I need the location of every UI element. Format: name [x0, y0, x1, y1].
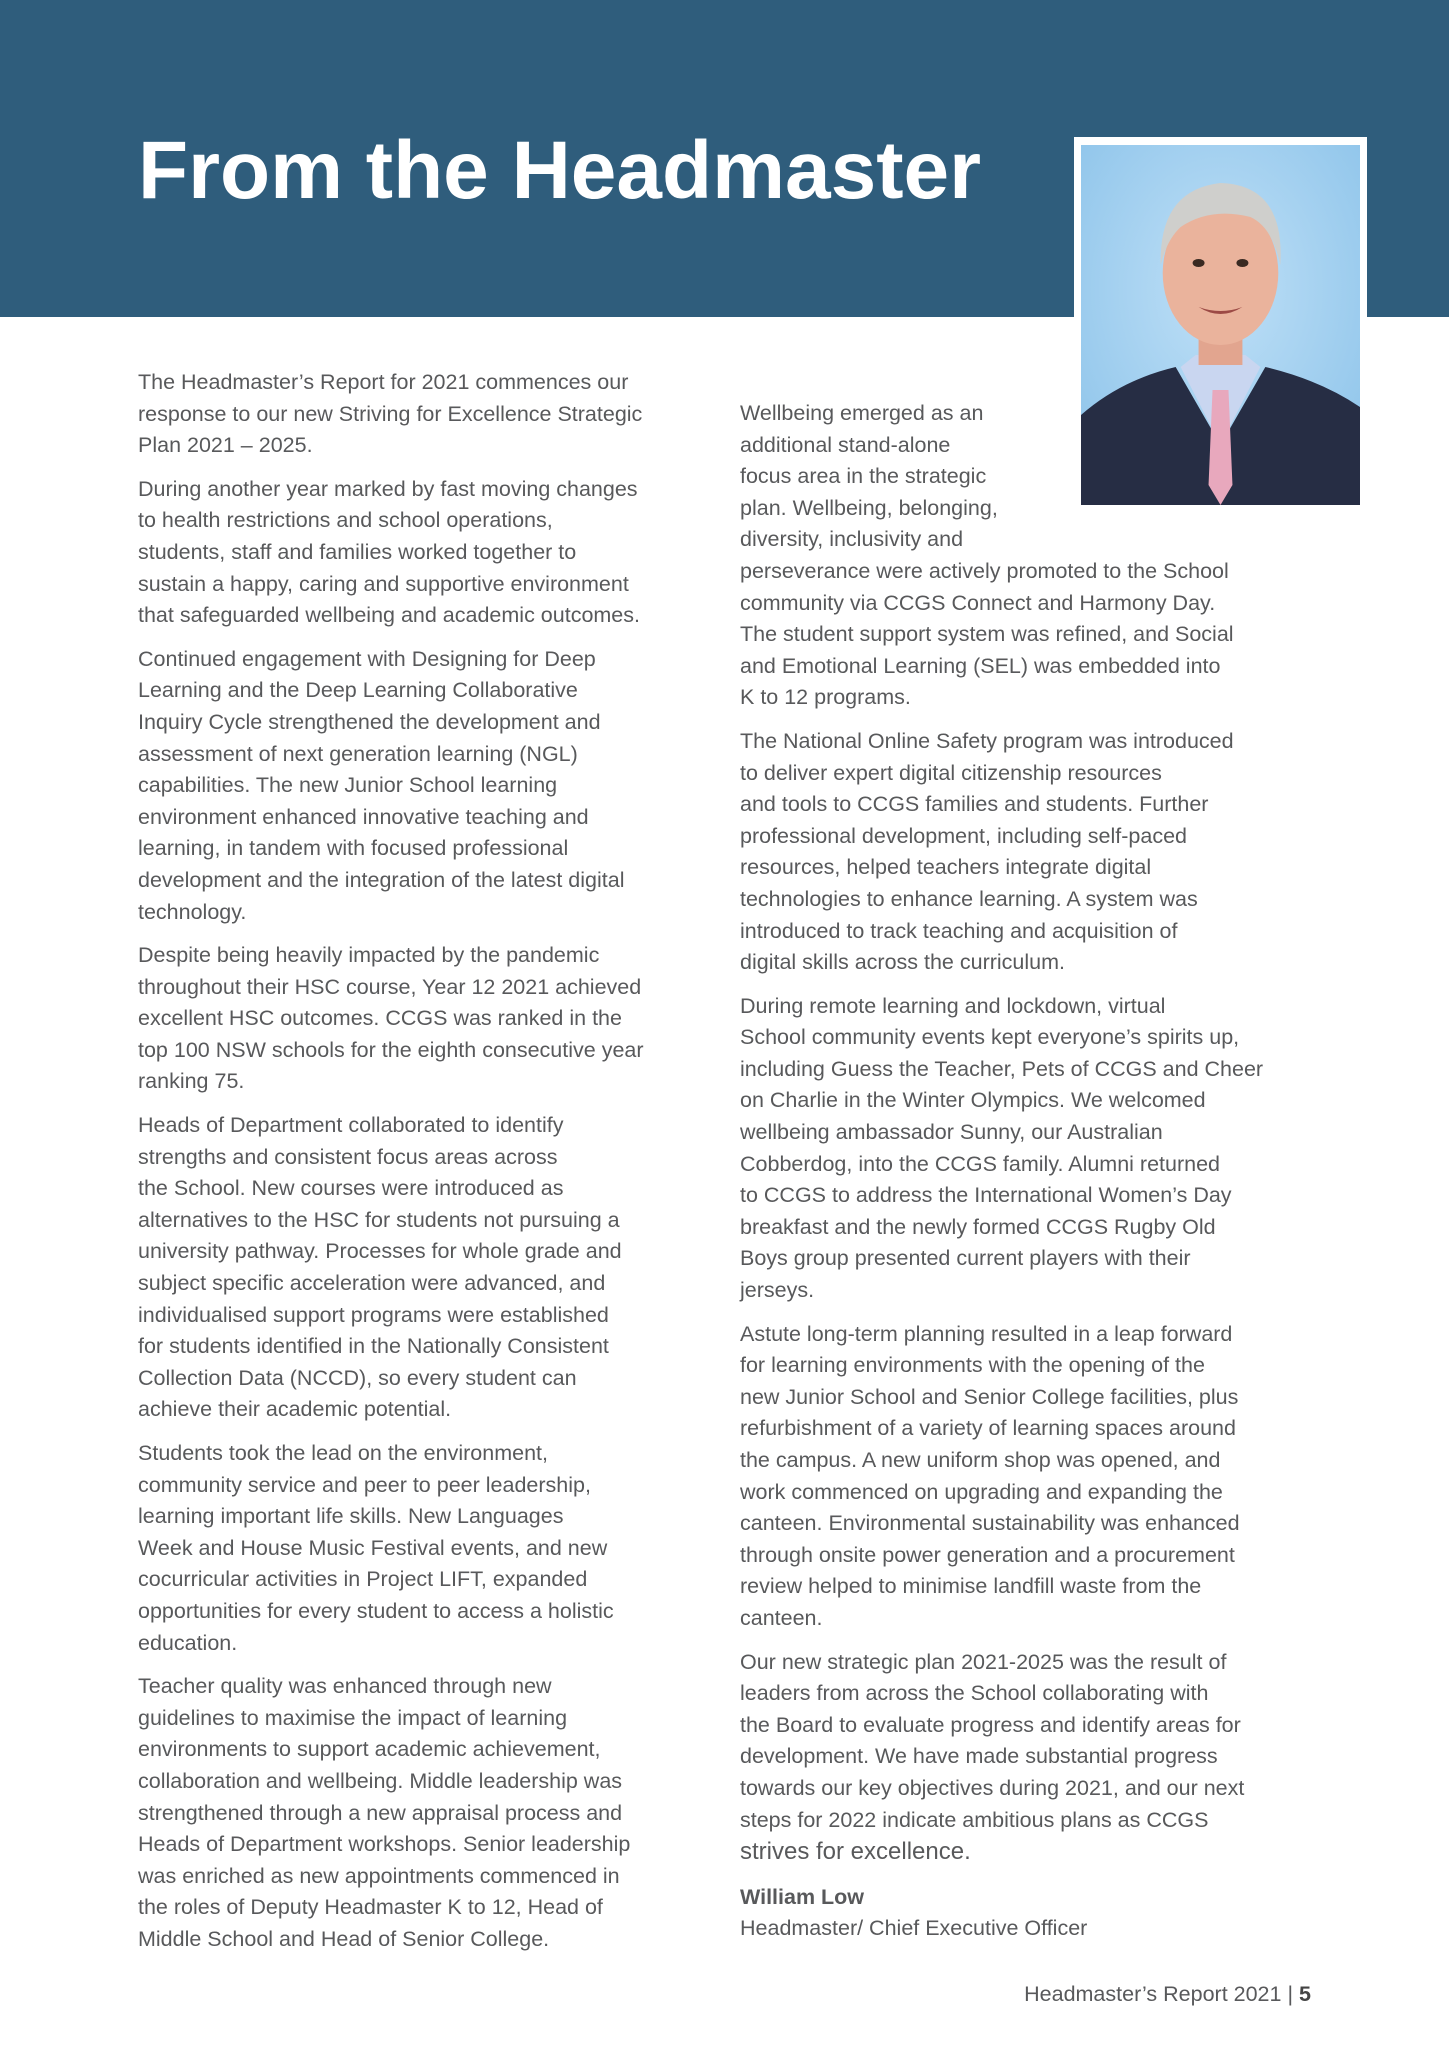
- text-line: individualised support programs were established: [138, 1302, 609, 1327]
- text-line: Students took the lead on the environment,: [138, 1441, 548, 1465]
- paragraph: [740, 1647, 1263, 1868]
- text-line: and Emotional Learning (SEL) was embedded into: [740, 653, 1221, 678]
- text-line: university pathway. Processes for whole grade and: [138, 1239, 622, 1264]
- text-line: on Charlie in the Winter Olympics. We welcomed: [740, 1088, 1206, 1113]
- text-line: learning important life skills. New Languages: [138, 1504, 564, 1529]
- text-line: sustain a happy, caring and supportive environment: [138, 571, 629, 596]
- signature-name: William Low: [740, 1884, 865, 1909]
- text-line: Teacher quality was enhanced through new: [138, 1674, 552, 1699]
- text-line: During remote learning and lockdown, virtual: [740, 993, 1166, 1018]
- text-line: community via CCGS Connect and Harmony Day.: [740, 590, 1216, 615]
- text-line: introduced to track teaching and acquisition of: [740, 918, 1178, 943]
- text-line: students, staff and families worked together to: [138, 539, 577, 564]
- text-line: subject specific acceleration were advanced, and: [138, 1271, 606, 1296]
- text-line: canteen. Environmental sustainability was enhanced: [740, 1511, 1240, 1536]
- text-line: Astute long-term planning resulted in a leap forward: [740, 1321, 1233, 1346]
- text-line: through onsite power generation and a procurement: [740, 1542, 1235, 1567]
- text-line: wellbeing ambassador Sunny, our Australian: [740, 1120, 1163, 1145]
- text-line: Learning and the Deep Learning Collaborative: [138, 678, 578, 703]
- text-line: Plan 2021 – 2025.: [138, 433, 313, 458]
- text-line: technology.: [138, 899, 247, 924]
- text-line: strengthened through a new appraisal process and: [138, 1800, 623, 1825]
- text-line: throughout their HSC course, Year 12 2021 achieved: [138, 974, 642, 999]
- text-line: Cobberdog, into the CCGS family. Alumni returned: [740, 1151, 1221, 1176]
- text-line: canteen.: [740, 1605, 823, 1630]
- text-line: new Junior School and Senior College facilities, plus: [740, 1384, 1239, 1409]
- text-line: for students identified in the Nationally Consistent: [138, 1334, 609, 1359]
- text-line: the School. New courses were introduced as: [138, 1176, 564, 1201]
- text-line: that safeguarded wellbeing and academic outcomes.: [138, 603, 640, 628]
- text-line: The student support system was refined, and Social: [740, 622, 1234, 647]
- text-line: Middle School and Head of Senior College.: [138, 1926, 550, 1951]
- text-line: for learning environments with the opening of the: [740, 1353, 1205, 1378]
- paragraph: [740, 398, 1263, 714]
- text-line: opportunities for every student to access a holistic: [138, 1598, 614, 1623]
- text-line: review helped to minimise landfill waste from the: [740, 1574, 1202, 1599]
- text-line: strengths and consistent focus areas across: [138, 1144, 558, 1169]
- text-line: and tools to CCGS families and students. Further: [740, 792, 1209, 817]
- text-line: Boys group presented current players with their: [740, 1246, 1191, 1271]
- paragraph: [138, 1110, 644, 1426]
- text-line: community service and peer to peer leadership,: [138, 1472, 591, 1497]
- text-line: to deliver expert digital citizenship resources: [740, 760, 1162, 785]
- text-line: towards our key objectives during 2021, and our next: [740, 1775, 1245, 1800]
- text-line: Heads of Department collaborated to identify: [138, 1113, 564, 1138]
- text-line: professional development, including self-paced: [740, 823, 1187, 848]
- text-line: plan. Wellbeing, belonging,: [740, 495, 998, 520]
- text-line: environments to support academic achievement,: [138, 1737, 601, 1762]
- text-line: development. We have made substantial progress: [740, 1744, 1218, 1769]
- text-line: response to our new Striving for Excellence Strategic: [138, 401, 643, 426]
- text-line: guidelines to maximise the impact of learning: [138, 1705, 568, 1730]
- text-line: technologies to enhance learning. A system was: [740, 886, 1198, 911]
- paragraph: [138, 644, 644, 928]
- text-line: work commenced on upgrading and expanding the: [740, 1479, 1223, 1504]
- text-line: School community events kept everyone’s spirits up,: [740, 1025, 1240, 1050]
- text-line: Despite being heavily impacted by the pandemic: [138, 943, 600, 968]
- text-line: refurbishment of a variety of learning spaces around: [740, 1416, 1236, 1441]
- footer-report-title: Headmaster’s Report 2021 |: [1024, 1982, 1294, 2006]
- right-column: [740, 398, 1263, 1945]
- text-line: top 100 NSW schools for the eighth consecutive year: [138, 1037, 644, 1062]
- text-line: jerseys.: [740, 1278, 815, 1303]
- text-line: K to 12 programs.: [740, 685, 911, 710]
- text-line: digital skills across the curriculum.: [740, 950, 1065, 975]
- text-line: Wellbeing emerged as an: [740, 401, 984, 425]
- paragraph: [740, 991, 1263, 1307]
- text-line: Inquiry Cycle strengthened the development and: [138, 709, 601, 734]
- paragraph: [138, 474, 644, 632]
- paragraph: [138, 1671, 644, 1955]
- text-line: strives for excellence.: [740, 1838, 971, 1866]
- text-line: breakfast and the newly formed CCGS Rugby Old: [740, 1214, 1216, 1239]
- text-line: Continued engagement with Designing for Deep: [138, 646, 596, 671]
- text-line: the campus. A new uniform shop was opened, and: [740, 1448, 1221, 1472]
- text-line: Week and House Music Festival events, and new: [138, 1535, 608, 1560]
- text-line: including Guess the Teacher, Pets of CCGS and Cheer: [740, 1056, 1264, 1081]
- paragraph: [740, 726, 1263, 979]
- text-line: collaboration and wellbeing. Middle leadership was: [138, 1768, 623, 1793]
- text-line: Heads of Department workshops. Senior leadership: [138, 1832, 631, 1857]
- text-line: additional stand-alone: [740, 432, 951, 457]
- text-line: was enriched as new appointments commenced in: [138, 1863, 620, 1888]
- text-line: alternatives to the HSC for students not pursuing a: [138, 1207, 620, 1232]
- page-number: 5: [1299, 1982, 1311, 2006]
- page-title: From the Headmaster: [138, 125, 982, 216]
- paragraph: [740, 1319, 1263, 1635]
- text-line: focus area in the strategic: [740, 464, 987, 489]
- text-line: During another year marked by fast moving changes: [138, 476, 638, 501]
- text-line: steps for 2022 indicate ambitious plans as CCGS: [740, 1807, 1209, 1832]
- text-line: to health restrictions and school operations,: [138, 508, 553, 533]
- text-line: perseverance were actively promoted to the School: [740, 558, 1229, 583]
- text-line: excellent HSC outcomes. CCGS was ranked in the: [138, 1006, 622, 1031]
- text-line: the Board to evaluate progress and identify areas for: [740, 1712, 1241, 1737]
- text-line: Collection Data (NCCD), so every student can: [138, 1365, 577, 1390]
- paragraph: [138, 1438, 644, 1659]
- text-line: learning, in tandem with focused professional: [138, 836, 569, 861]
- text-line: achieve their academic potential.: [138, 1397, 452, 1422]
- signature-role: Headmaster/ Chief Executive Officer: [740, 1916, 1088, 1941]
- text-line: to CCGS to address the International Women’s Day: [740, 1183, 1232, 1208]
- text-line: development and the integration of the latest digital: [138, 867, 625, 892]
- left-column: [138, 367, 644, 1968]
- text-line: diversity, inclusivity and: [740, 527, 964, 552]
- paragraph: [138, 367, 644, 462]
- text-line: leaders from across the School collaborating with: [740, 1681, 1209, 1706]
- text-line: capabilities. The new Junior School learning: [138, 773, 558, 798]
- text-line: environment enhanced innovative teaching and: [138, 804, 589, 829]
- text-line: the roles of Deputy Headmaster K to 12, Head of: [138, 1895, 603, 1920]
- text-line: ranking 75.: [138, 1069, 245, 1094]
- text-line: cocurricular activities in Project LIFT, expanded: [138, 1567, 588, 1592]
- paragraph: [138, 940, 644, 1098]
- text-line: The Headmaster’s Report for 2021 commences our: [138, 370, 629, 394]
- text-line: education.: [138, 1630, 238, 1655]
- text-line: The National Online Safety program was introduced: [740, 728, 1234, 753]
- text-line: assessment of next generation learning (NGL): [138, 741, 578, 766]
- text-line: Our new strategic plan 2021-2025 was the result of: [740, 1649, 1227, 1674]
- page-footer: [1024, 1979, 1311, 2011]
- text-line: resources, helped teachers integrate digital: [740, 855, 1152, 880]
